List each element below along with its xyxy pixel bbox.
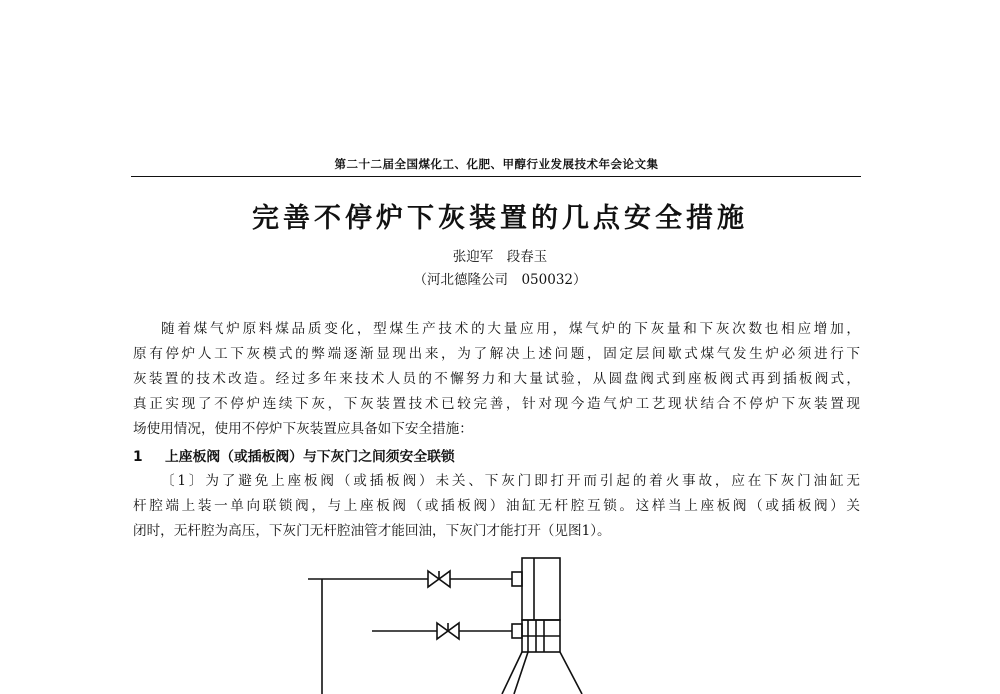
authors: 张迎军 段春玉 [452, 249, 548, 265]
header-rule [131, 176, 861, 177]
cylinder-body [522, 558, 560, 620]
hopper-cone [502, 652, 582, 694]
paper-title: 完善不停炉下灰装置的几点安全措施 [252, 203, 748, 234]
affiliation: （河北德隆公司 050032） [413, 272, 587, 288]
upper-connector [512, 572, 522, 586]
section-title: 上座板阀（或插板阀）与下灰门之间须安全联锁 [165, 449, 455, 465]
intro-line: 随着煤气炉原料煤品质变化，型煤生产技术的大量应用，煤气炉的下灰量和下灰次数也相应增加， [161, 321, 860, 337]
running-header: 第二十二届全国煤化工、化肥、甲醇行业发展技术年会论文集 [334, 157, 659, 171]
section-heading [133, 445, 455, 465]
intro-line: 灰装置的技术改造。经过多年来技术人员的不懈努力和大量试验，从圆盘阀式到座板阀式再到插板阀式， [133, 371, 860, 387]
section-number: 1 [133, 449, 143, 465]
section-line: 〔1〕为了避免上座板阀（或插板阀）未关、下灰门即打开而引起的着火事故，应在下灰门油缸无 [161, 473, 860, 489]
intro-line: 场使用情况，使用不停炉下灰装置应具备如下安全措施： [133, 421, 473, 437]
section-line: 闭时，无杆腔为高压，下灰门无杆腔油管才能回油，下灰门才能打开（见图1）。 [133, 523, 611, 539]
section-line: 杆腔端上装一单向联锁阀，与上座板阀（或插板阀）油缸无杆腔互锁。这样当上座板阀（或插板阀）关 [133, 498, 860, 514]
intro-line: 真正实现了不停炉连续下灰，下灰装置技术已较完善，针对现今造气炉工艺现状结合不停炉下灰装置现 [133, 396, 860, 412]
lower-connector [512, 624, 522, 638]
intro-line: 原有停炉人工下灰模式的弊端逐渐显现出来，为了解决上述问题，固定层间歇式煤气发生炉必须进行下 [133, 346, 860, 362]
interlock-diagram [300, 550, 620, 694]
